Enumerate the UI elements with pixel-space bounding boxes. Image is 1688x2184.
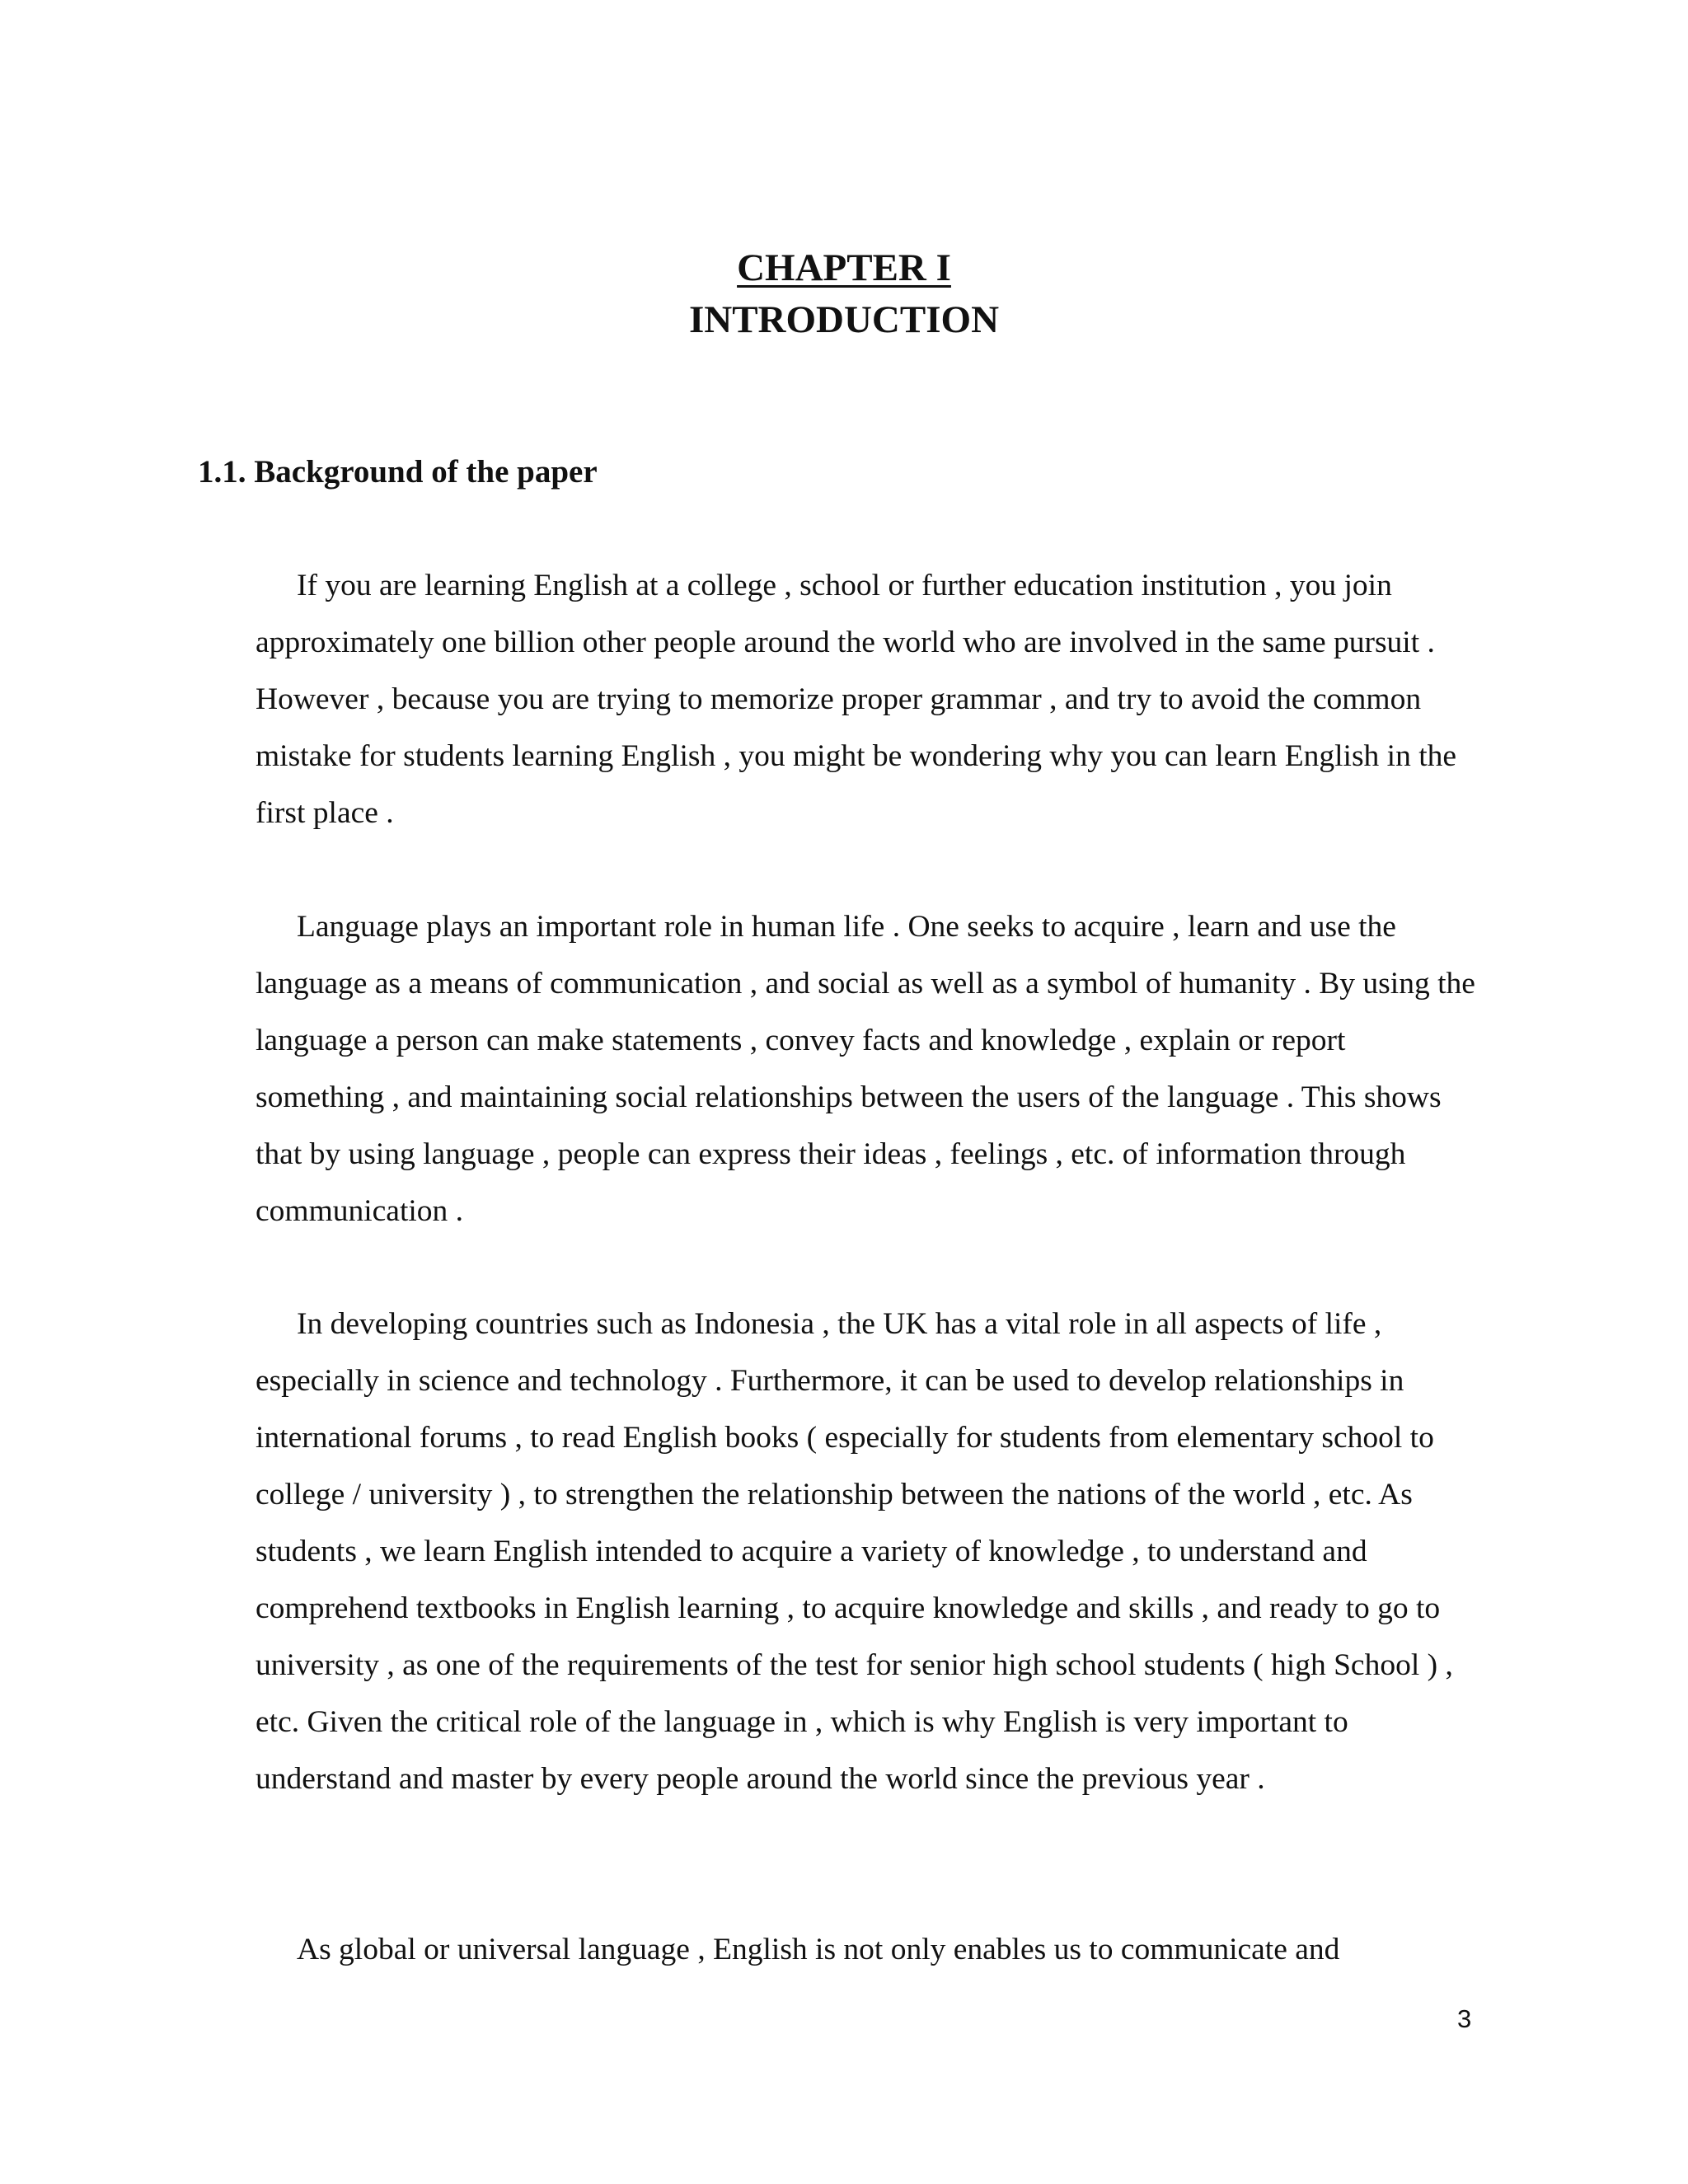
page-number: 3 [1457,2004,1472,2033]
chapter-title: INTRODUCTION [688,298,1000,341]
body-paragraph: As global or universal language , English is not only enables us to communicate and [297,1933,1340,1966]
body-paragraph: Language plays an important role in human life . One seeks to acquire , learn and use the language as a means of communication , and social as well as a symbol of humanity . By using the language a person can make statements , convey facts and knowledge , explain or report something , and maintaining social relationships between the users of the language . This shows that by using language , people can express their ideas , feelings , etc. of information through communication . [256,910,1475,1228]
body-paragraph: If you are learning English at a college , school or further education institution , you join approximately one billion other people around the world who are involved in the same pursuit . However , because you are trying to memorize proper grammar , and try to avoid the common mistake for students learning English , you might be wondering why you can learn English in the first place . [256,569,1457,830]
chapter-label: CHAPTER I [737,246,951,289]
section-heading: 1.1. Background of the paper [198,454,598,490]
body-paragraph: In developing countries such as Indonesia , the UK has a vital role in all aspects of life , especially in science and technology . Furthermore, it can be used to develop relationships in international forums , to read English books ( especially for students from elementary school to college / university ) , to strengthen the relationship between the nations of the world , etc. As students , we learn English intended to acquire a variety of knowledge , to understand and comprehend textbooks in English learning , to acquire knowledge and skills , and ready to go to university , as one of the requirements of the test for senior high school students ( high School ) , etc. Given the critical role of the language in , which is why English is very important to understand and master by every people around the world since the previous year . [256,1307,1453,1796]
